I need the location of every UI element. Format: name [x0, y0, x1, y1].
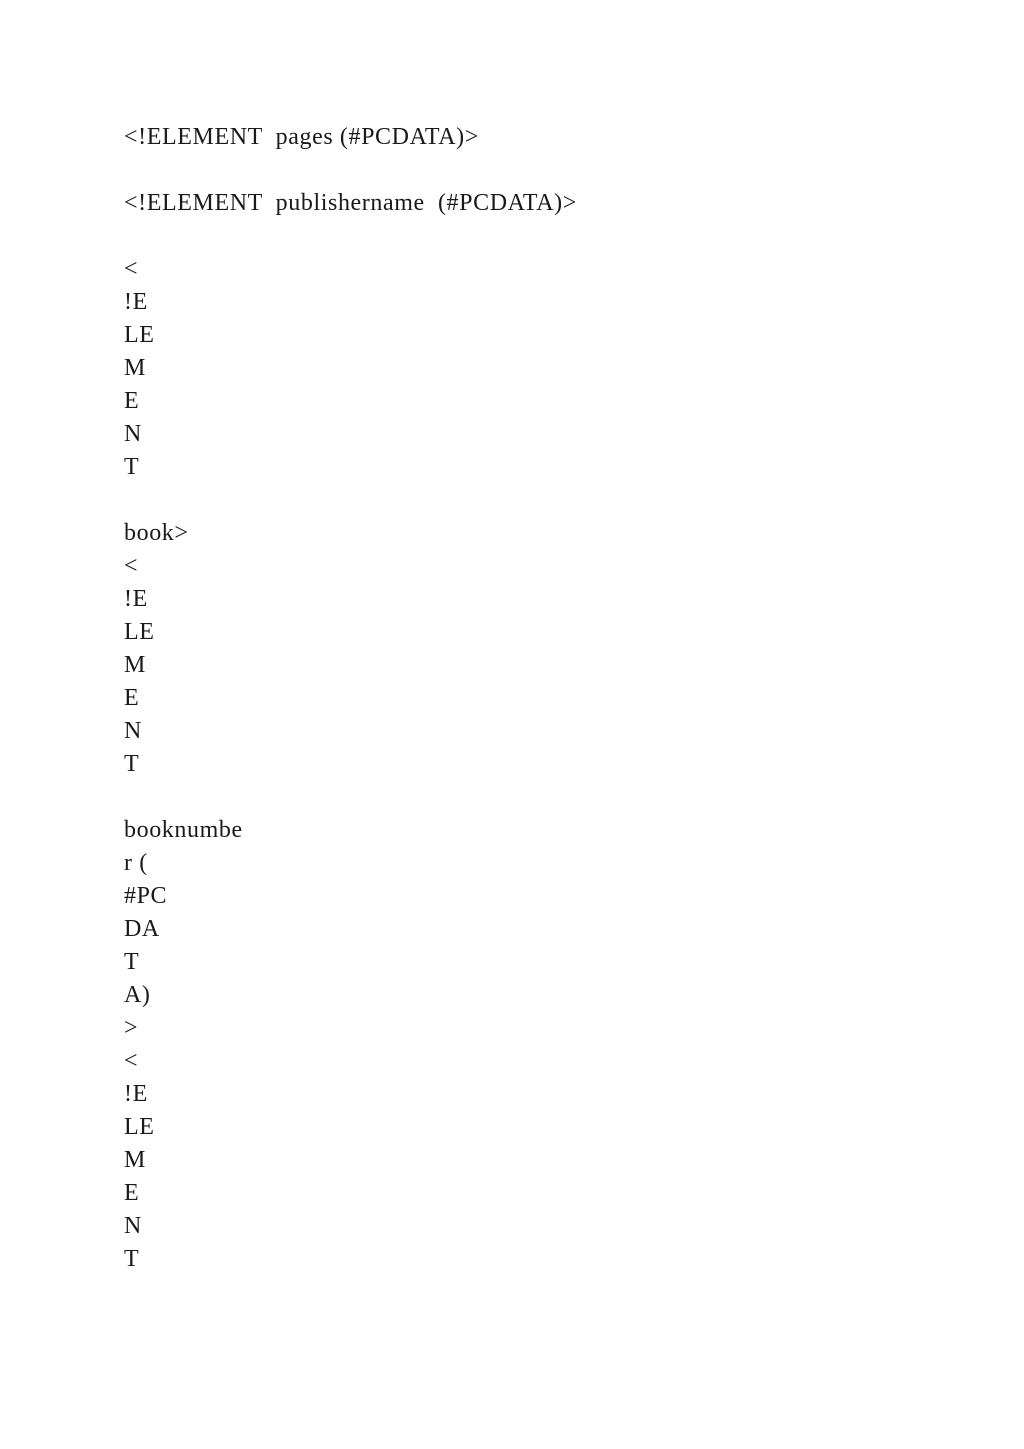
blank-line — [124, 781, 904, 814]
fragment-block-three — [124, 814, 904, 1276]
text-fragment: #PC — [124, 883, 168, 909]
text-fragment: LE — [124, 1114, 155, 1140]
blank-line — [124, 154, 904, 187]
text-fragment: E — [124, 388, 140, 414]
text-fragment: T — [124, 949, 140, 975]
text-fragment: r ( — [124, 850, 148, 876]
text-fragment: N — [124, 718, 142, 744]
text-fragment: !E — [124, 1081, 148, 1107]
fragment-block-two — [124, 517, 904, 781]
dtd-line-pages: <!ELEMENT pages (#PCDATA)> — [124, 124, 479, 150]
text-fragment: booknumbe — [124, 817, 243, 843]
text-fragment: N — [124, 1213, 142, 1239]
text-fragment: E — [124, 1180, 140, 1206]
text-fragment: !E — [124, 586, 148, 612]
text-fragment: !E — [124, 289, 148, 315]
text-fragment: T — [124, 751, 140, 777]
text-fragment: < — [124, 256, 139, 282]
document-page — [124, 121, 904, 1276]
dtd-line-publishername: <!ELEMENT publishername (#PCDATA)> — [124, 190, 577, 216]
text-fragment: M — [124, 652, 146, 678]
blank-line — [124, 484, 904, 517]
blank-line — [124, 220, 904, 253]
text-fragment: N — [124, 421, 142, 447]
fragment-block-one — [124, 253, 904, 484]
text-fragment: < — [124, 1048, 139, 1074]
text-fragment: M — [124, 1147, 146, 1173]
text-fragment: M — [124, 355, 146, 381]
text-fragment: LE — [124, 322, 155, 348]
text-fragment: book> — [124, 520, 189, 546]
text-fragment: < — [124, 553, 139, 579]
text-fragment: A) — [124, 982, 151, 1008]
text-fragment: LE — [124, 619, 155, 645]
text-fragment: DA — [124, 916, 160, 942]
text-fragment: T — [124, 1246, 140, 1272]
text-fragment: > — [124, 1015, 139, 1041]
text-fragment: E — [124, 685, 140, 711]
text-fragment: T — [124, 454, 140, 480]
